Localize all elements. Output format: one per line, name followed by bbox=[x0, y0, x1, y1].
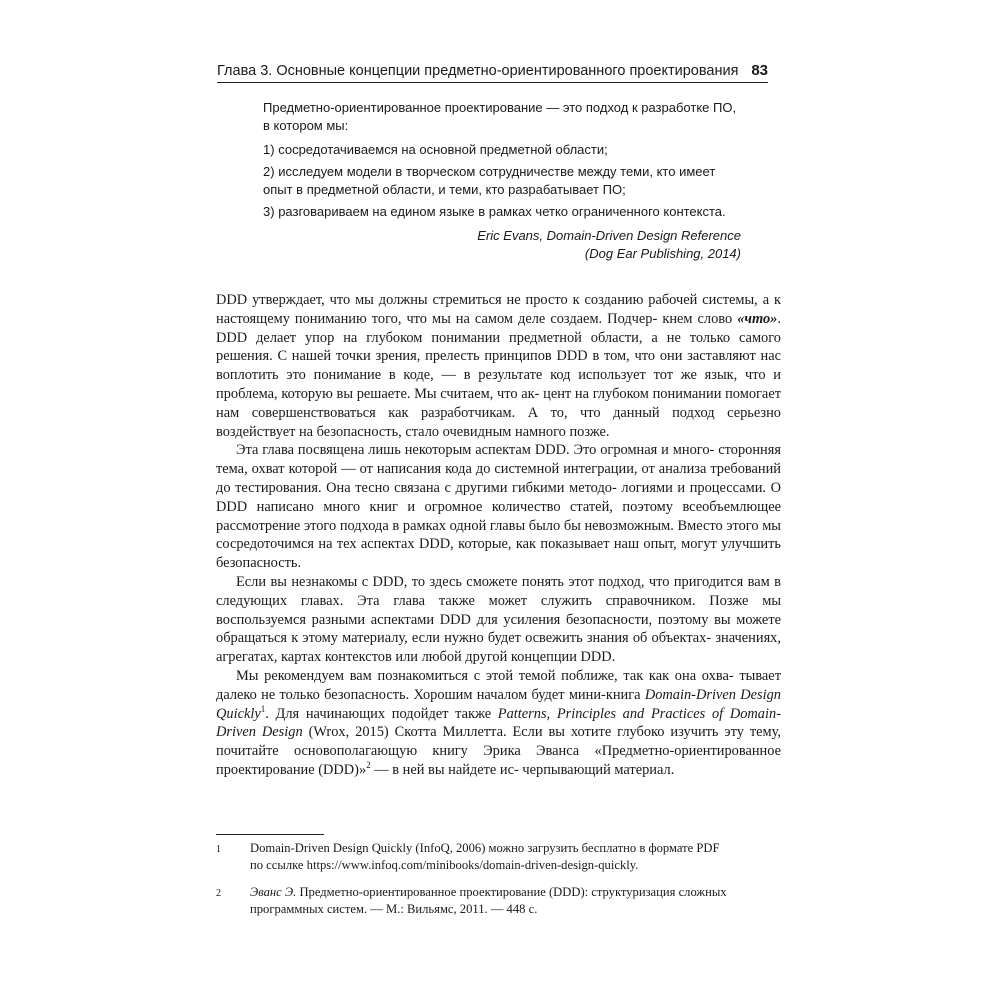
running-header bbox=[217, 62, 768, 83]
footnote-line: программных систем. — М.: Вильямс, 2011. — 448 с. bbox=[250, 902, 538, 916]
emphasis: «что» bbox=[737, 310, 778, 327]
text-line: значениях, агрегатах, картах контекстов или любой другой концепции DDD. bbox=[216, 630, 781, 666]
text-line: воспользуемся разными аспектами DDD для усиления безопасности, поэтому вы bbox=[216, 611, 731, 628]
epigraph-list-item bbox=[263, 203, 753, 221]
main-text bbox=[216, 291, 781, 780]
footnote-mark: 2 bbox=[216, 888, 221, 899]
text-line: в том, что они заставляют нас воплотить это понимание в коде, — в результате код bbox=[216, 348, 781, 384]
text-line: — в ней вы найдете ис- bbox=[370, 761, 519, 778]
book-title: Driven Design Quickly bbox=[216, 686, 782, 722]
definition-line: Предметно-ориентированное проектирование — это подход к разработке ПО, bbox=[263, 100, 737, 115]
item-number: 1) bbox=[263, 142, 275, 157]
footnote-ref: 1 bbox=[260, 703, 266, 714]
paragraph bbox=[216, 291, 781, 441]
footnote-ref: 2 bbox=[366, 760, 371, 771]
text-line: Если вы незнакомы с DDD, то здесь сможете понять этот подход, что пригодится bbox=[236, 573, 744, 590]
book-title: Practices of Domain-Driven Design bbox=[216, 705, 781, 741]
text-line: а не только самого решения. С нашей точки зрения, прелесть принципов DDD bbox=[216, 329, 781, 365]
footnote-divider bbox=[216, 834, 324, 835]
footnotes bbox=[216, 840, 781, 928]
footnote-text bbox=[250, 840, 781, 874]
text-line: поэтому всеобъемлющее рассмотрение этого подхода в рамках одной главы было бы bbox=[216, 498, 781, 534]
attribution-line: (Dog Ear Publishing, 2014) bbox=[584, 246, 741, 261]
text-line: DDD утверждает, что мы должны стремиться не просто к созданию рабочей bbox=[216, 292, 698, 308]
page-number: 83 bbox=[751, 62, 768, 79]
epigraph bbox=[263, 99, 753, 263]
text-line: можете обращаться к этому материалу, если нужно будет освежить знания об объектах- bbox=[216, 611, 781, 647]
book-title: Domain- bbox=[644, 686, 696, 703]
footnote-line: по ссылке https://www.infoq.com/minibooks/domain-driven-design-quickly. bbox=[250, 858, 639, 872]
paragraph bbox=[216, 441, 781, 573]
attribution-line: Eric Evans, Domain-Driven Design Reference bbox=[477, 228, 741, 243]
text-line: сторонняя тема, охват которой — от написания кода до системной интеграции, от bbox=[216, 442, 781, 478]
footnote-line: Domain-Driven Design Quickly (InfoQ, 2006) можно загрузить бесплатно в формате PDF bbox=[250, 841, 720, 855]
text-line: кнем слово bbox=[662, 310, 738, 327]
paragraph bbox=[216, 667, 781, 780]
definition-line: в котором мы: bbox=[263, 118, 349, 133]
text-line: намного позже. bbox=[515, 423, 610, 440]
item-text: исследуем модели в творческом сотрудничестве между теми, кто имеет bbox=[278, 164, 716, 179]
text-line: логиями и процессами. О DDD написано много книг и огромное количество статей, bbox=[216, 479, 781, 515]
item-text: сосредотачиваемся на основной предметной области; bbox=[278, 142, 608, 157]
item-number: 2) bbox=[263, 164, 275, 179]
text-line: «Предметно-ориентированное проектирование (DDD)» bbox=[216, 743, 781, 778]
footnote-author: Эванс Э. bbox=[250, 885, 297, 899]
text-line: А то, что данный подход серьезно воздействует на безопасность, стало очевидным bbox=[216, 404, 781, 440]
paragraph bbox=[216, 573, 781, 667]
footnote-line: Предметно-ориентированное проектирование (DDD): структуризация сложных bbox=[296, 885, 727, 899]
footnote-mark: 1 bbox=[216, 844, 221, 855]
footnote bbox=[216, 840, 781, 874]
epigraph-list-item bbox=[263, 141, 753, 159]
text-line: Мы рекомендуем вам познакомиться с этой темой поближе, так как она охва- bbox=[236, 667, 734, 684]
item-number: 3) bbox=[263, 204, 275, 219]
chapter-title: Глава 3. Основные концепции предметно-ориентированного проектирования bbox=[217, 63, 739, 79]
text-line: тывает далеко не только безопасность. Хорошим началом будет мини-книга bbox=[216, 667, 781, 703]
epigraph-attribution bbox=[263, 227, 753, 263]
text-line: глубоко изучить эту тему, почитайте основополагающую книгу Эрика Эванса bbox=[216, 724, 781, 760]
book-title: Patterns, Principles and bbox=[497, 705, 645, 722]
text-line: показывает наш опыт, могут улучшить безопасность. bbox=[216, 536, 781, 572]
text-line: . DDD делает упор на глубоком понимании предметной области, bbox=[216, 310, 781, 346]
footnote bbox=[216, 884, 781, 918]
text-line: . Для начинающих подойдет также bbox=[265, 705, 498, 722]
text-line: черпывающий материал. bbox=[522, 761, 675, 778]
text-line: (Wrox, 2015) Скотта Миллетта. Если вы хотите bbox=[302, 724, 612, 741]
item-text: опыт в предметной области, и теми, кто разрабатывает ПО; bbox=[263, 182, 626, 197]
text-line: вам в следующих главах. Эта глава также может служить справочником. Позже мы bbox=[216, 573, 781, 609]
text-line: Эта глава посвящена лишь некоторым аспектам DDD. Это огромная и много- bbox=[236, 442, 715, 459]
item-text: разговариваем на едином языке в рамках четко ограниченного контекста. bbox=[278, 204, 726, 219]
text-line: цент на глубоком понимании помогает нам совершенствоваться как разработчикам. bbox=[216, 385, 781, 421]
text-line: использует тот же язык, что и проблема, которую вы решаете. Мы считаем, что ак- bbox=[216, 367, 781, 402]
epigraph-list-item bbox=[263, 163, 753, 199]
footnote-text bbox=[250, 884, 781, 918]
text-line: системы, а к настоящему пониманию того, что мы на самом деле создаем. Подчер- bbox=[216, 292, 781, 327]
text-line: невозможным. Вместо этого мы сосредоточимся на тех аспектах DDD, которые, как bbox=[216, 517, 781, 553]
text-line: анализа требований до тестирования. Она тесно связана с другими гибкими методо- bbox=[216, 461, 781, 496]
epigraph-definition bbox=[263, 99, 753, 135]
